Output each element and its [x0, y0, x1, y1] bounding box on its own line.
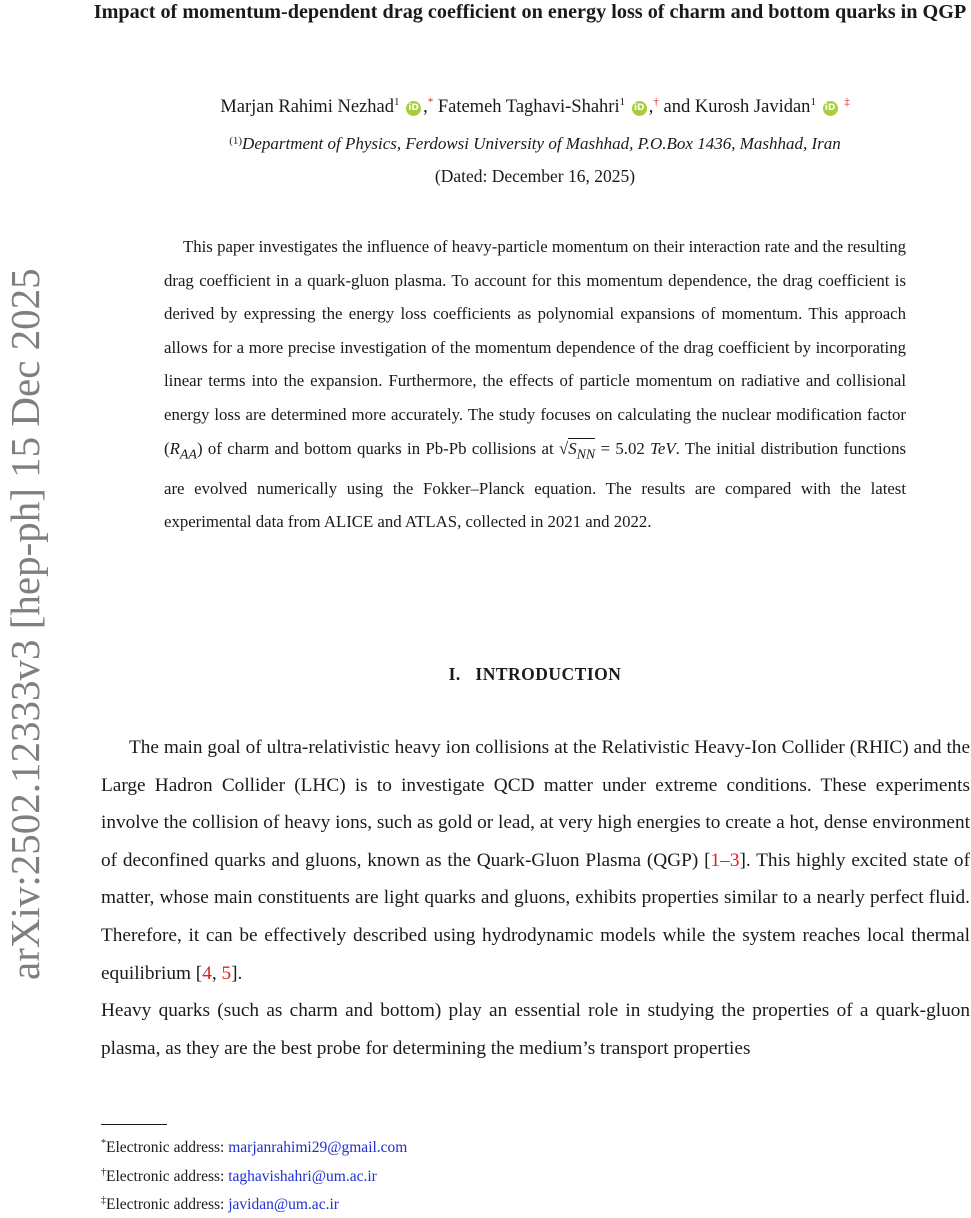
author-affil-mark: 1 [393, 96, 400, 108]
abstract-text: ) of charm and bottom quarks in Pb-Pb collisions at [196, 438, 559, 458]
author-list: Marjan Rahimi Nezhad$^1$ iD ,* Fatemeh Taghavi-Shahri$^1$ iD ,† and Kurosh Javidan$^1$ iD ‡ [220, 96, 850, 118]
abstract-text: . The initial distribution functions are evolved numerically using the Fokker–Planck equation. The results are compared with the latest experimental data from ALICE and ATLAS, collected in 2021 and 2022. [164, 438, 906, 532]
energy-unit: TeV [650, 438, 676, 458]
affiliation [100, 134, 970, 154]
footnote-link[interactable]: ‡ [844, 96, 850, 108]
affiliation-number: (1) [229, 135, 243, 147]
email-link[interactable]: marjanrahimi29@gmail.com [228, 1139, 408, 1157]
section-heading [100, 664, 970, 685]
orcid-icon[interactable]: iD [632, 101, 647, 116]
abstract-text: This paper investigates the influence of heavy-particle momentum on their interaction rate and the resulting drag coefficient in a quark-gluon plasma. To account for this momentum dependence, the drag coefficient is derived by expressing the energy loss coefficients as polynomial expansions of momentum. This approach allows for a more precise investigation of the momentum dependence of the drag coefficient by incorporating linear terms into the expansion. Furthermore, the effects of particle momentum on radiative and collisional energy loss are determined more accurately. The study focuses on calculating the nuclear modification factor ( [164, 237, 906, 458]
author-affil-mark: 1 [619, 96, 626, 108]
paper-title: Impact of momentum-dependent drag coefficient on energy loss of charm and bottom quarks in QGP [93, 1, 967, 23]
footnote-mark: † [101, 1166, 106, 1178]
section-number: I. [448, 664, 461, 684]
footnote-label: Electronic address: [106, 1196, 229, 1214]
raa-subscript: AA [179, 446, 197, 462]
citation-link[interactable]: 4 [202, 962, 212, 984]
footnote [101, 1189, 407, 1218]
footnote [101, 1161, 407, 1190]
raa-symbol [169, 438, 197, 462]
affiliation-text: Department of Physics, Ferdowsi University of Mashhad, P.O.Box 1436, Mashhad, Iran [242, 134, 841, 153]
date-line: (Dated: December 16, 2025) [434, 166, 636, 186]
paragraph [101, 729, 970, 992]
footnote-mark: * [101, 1138, 106, 1149]
footnote [101, 1132, 407, 1161]
footnote-mark: ‡ [101, 1195, 106, 1207]
footnote-label: Electronic address: [106, 1139, 229, 1157]
author-name: Fatemeh Taghavi-Shahri [437, 97, 620, 118]
energy-value: = 5.02 [595, 438, 651, 458]
email-link[interactable]: javidan@um.ac.ir [228, 1196, 339, 1214]
footnote-divider [101, 1124, 167, 1125]
citation-separator: , [211, 962, 222, 984]
author-name: Kurosh Javidan [694, 97, 811, 118]
citation-link[interactable]: 5 [221, 962, 232, 984]
sqrt-subscript: NN [576, 446, 596, 462]
orcid-icon[interactable]: iD [406, 101, 421, 116]
orcid-icon[interactable]: iD [823, 101, 838, 116]
footnote-link[interactable]: † [653, 96, 659, 108]
author-affil-mark: 1 [810, 96, 816, 108]
footnotes [101, 1132, 407, 1218]
paragraph-text: ]. This highly excited state of matter, whose main constituents are light quarks and gluons, exhibits properties similar to a nearly perfect fluid. Therefore, it can be effectively described using hydrodynamic models while the system reaches local thermal equilibrium [ [101, 849, 970, 984]
arxiv-identifier-stamp: arXiv:2502.12333v3 [hep-ph] 15 Dec 2025 [2, 268, 48, 980]
section-title: INTRODUCTION [475, 664, 622, 684]
citation-link[interactable]: 1–3 [710, 849, 740, 871]
author-name: Marjan Rahimi Nezhad [220, 97, 394, 118]
paragraph: Heavy quarks (such as charm and bottom) play an essential role in studying the properties of a quark-gluon plasma, as they are the best probe for determining the medium’s transport properties [101, 1000, 970, 1059]
sqrt-letter: S [568, 438, 577, 458]
footnote-label: Electronic address: [106, 1167, 229, 1185]
paragraph-text: ]. [231, 962, 243, 984]
paragraph-text: The main goal of ultra-relativistic heavy ion collisions at the Relativistic Heavy-Ion Collider (RHIC) and the Large Hadron Collider (LHC) is to investigate QCD matter under extreme conditions. These experiments involve the collision of heavy ions, such as gold or lead, at very high energies to create a hot, dense environment of deconfined quarks and gluons, known as the Quark-Gluon Plasma (QGP) [ [101, 737, 970, 871]
sqrt-snn [568, 438, 596, 462]
abstract: This paper investigates the influence of heavy-particle momentum on their interaction rate and the resulting drag coefficient in a quark-gluon plasma. To account for this momentum dependence, the drag coefficient is derived by expressing the energy loss coefficients as polynomial expansions of momentum. This approach allows for a more precise investigation of the momentum dependence of the drag coefficient by incorporating linear terms into the expansion. Furthermore, the effects of particle momentum on radiative and collisional energy loss are determined more accurately. The study focuses on calculating the nuclear modification factor $(R_{AA})$ of charm and bottom quarks in Pb-Pb collisions at $√S_{NN} = 5.02$ TeV. The initial distribution functions are evolved numerically using the Fokker–Planck equation. The results are compared with the latest experimental data from ALICE and ATLAS, collected in 2021 and 2022. [164, 237, 906, 532]
raa-letter: R [169, 438, 180, 458]
email-link[interactable]: taghavishahri@um.ac.ir [228, 1167, 377, 1185]
introduction-body [101, 729, 970, 1067]
author-conjunction: and [663, 97, 691, 118]
footnote-link[interactable]: * [427, 96, 434, 108]
